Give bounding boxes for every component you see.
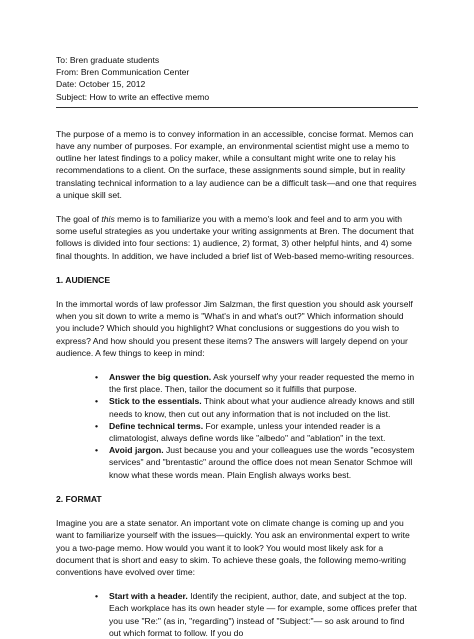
bullet-icon: • <box>95 396 99 407</box>
bullet-icon: • <box>95 591 99 602</box>
bullet-text: Think about what your audience already knows and still needs to know, then cut out any information that is not included on the list. <box>109 396 415 419</box>
bullet-text: Ask yourself why your reader requested the memo in the first place. Then, tailor the document so it fulfills that purpose. <box>109 372 415 395</box>
from-line: From: Bren Communication Center <box>56 67 190 78</box>
bullet-text: Just because you and your colleagues use the words "ecosystem services" and "brentastic" around the office does not mean Senator Schmoe will know what these words mean. Plain English always works best. <box>109 445 415 480</box>
date-line: Date: October 15, 2012 <box>56 79 146 90</box>
audience-bullet <box>95 371 418 395</box>
audience-paragraph: In the immortal words of law professor Jim Salzman, the first question you should ask yourself when you sit down to write a memo is "What's in and what's out?" Which information should you include? Which should you highlight? What conclusions or suggestions do you wish to express? And how should you present these items? The answers will largely depend on your audience. A few things to keep in mind: <box>56 299 413 358</box>
bullet-bold: Start with a header. <box>109 591 188 602</box>
memo-header <box>56 54 418 103</box>
bullet-text: For example, unless your intended reader is a climatologist, always define words like "albedo" and "ablation" in the text. <box>109 420 386 444</box>
format-bullet <box>95 590 418 639</box>
bullet-bold: Answer the big question. <box>109 372 212 383</box>
intro-p2-rest: memo is to familiarize you with a memo's look and feel and to arm you with some useful strategies as you undertake your writing assignments at Bren. The document that follows is divided into four sections: 1) audience, 2) format, 3) other helpful hints, and 4) some final thoughts. In addition, we have included a brief list of Web-based memo-writing resources. <box>56 214 415 261</box>
header-divider <box>56 107 418 108</box>
intro-p2-emphasis: this <box>101 214 115 225</box>
bullet-bold: Stick to the essentials. <box>109 396 202 407</box>
intro-p2-start: The goal of <box>56 214 102 225</box>
bullet-icon: • <box>95 445 99 456</box>
audience-bullet-list <box>56 371 418 481</box>
bullet-bold: Avoid jargon. <box>109 445 164 456</box>
subject-line: Subject: How to write an effective memo <box>56 91 210 102</box>
intro-paragraph-1: The purpose of a memo is to convey information in an accessible, concise format. Memos can have any number of purposes. For example, an environmental scientist might use a memo to outline her latest findings to a policy maker, while a consultant might write one to relay his recommendations to a client. On the surface, these assignments sound simple, but in reality translating technical information to a lay audience can be a difficult task—and one that requires a unique skill set. <box>56 128 417 200</box>
intro-paragraph-2 <box>56 213 418 262</box>
audience-bullet <box>95 395 418 419</box>
format-paragraph: Imagine you are a state senator. An important vote on climate change is coming up and you want to familiarize yourself with the issues—quickly. You ask an environmental expert to write you a two-page memo. How would you want it to look? You would most likely ask for a document that is short and easy to skim. To achieve these goals, the following memo-writing conventions have evolved over time: <box>56 518 410 577</box>
format-heading: 2. FORMAT <box>56 493 102 504</box>
format-bullet-list <box>56 590 418 639</box>
to-line: To: Bren graduate students <box>56 55 160 65</box>
audience-bullet <box>95 444 418 481</box>
bullet-bold: Define technical terms. <box>109 420 204 431</box>
bullet-text: Identify the recipient, author, date, and subject at the top. Each workplace has its own header style — for example, some offices prefer that you use "Re:" (as in, "regarding") instead of "Subject:"— so ask around to find out which format to follow. If you do <box>109 591 417 638</box>
bullet-icon: • <box>95 372 99 383</box>
bullet-icon: • <box>95 420 99 431</box>
audience-bullet <box>95 420 418 444</box>
audience-heading: 1. AUDIENCE <box>56 274 111 285</box>
